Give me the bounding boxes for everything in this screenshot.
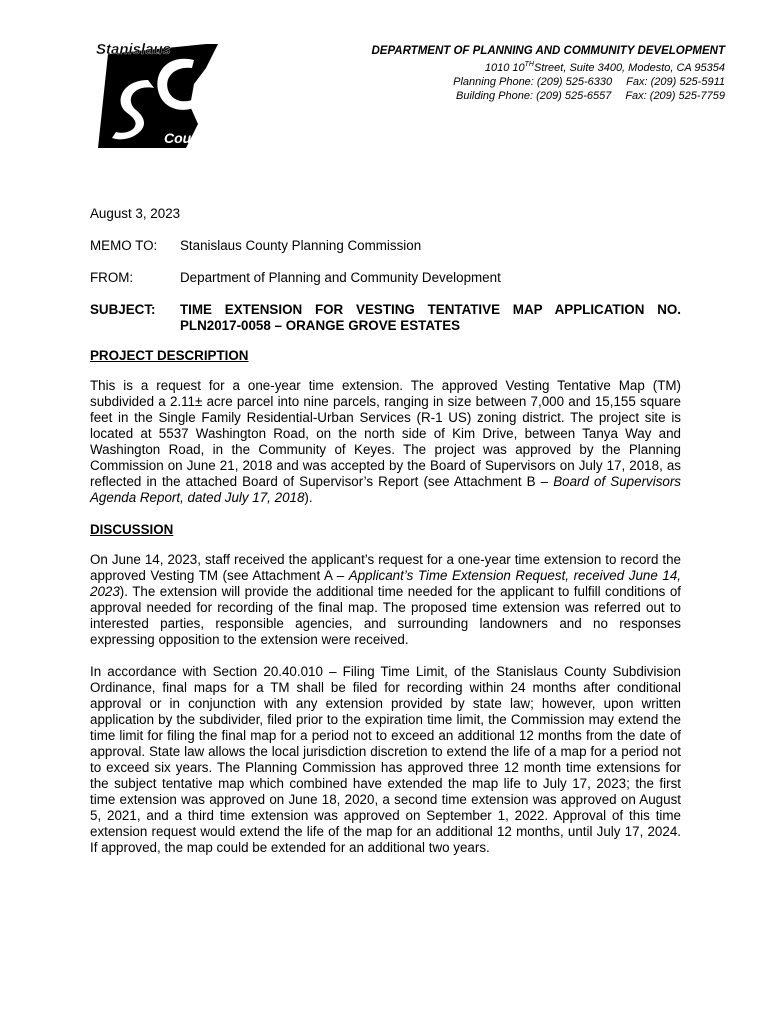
memo-body — [90, 206, 681, 872]
department-header — [371, 44, 725, 103]
planning-contact — [371, 75, 725, 89]
department-name: DEPARTMENT OF PLANNING AND COMMUNITY DEVELOPMENT — [371, 45, 725, 57]
memo-subject-label: SUBJECT: — [90, 302, 156, 317]
logo-bottom-word: County — [164, 130, 213, 146]
department-address — [371, 58, 725, 75]
memo-date: August 3, 2023 — [90, 206, 181, 221]
discussion-p1-italic: Applicant’s Time Extension Request, received June 14, 2023 — [90, 568, 681, 599]
memo-subject-row — [90, 302, 681, 334]
logo-graphic — [94, 40, 222, 152]
project-description-heading: PROJECT DESCRIPTION — [90, 348, 249, 363]
memo-from-row — [90, 270, 681, 286]
discussion-heading: DISCUSSION — [90, 522, 174, 537]
planning-fax: Fax: (209) 525-5911 — [626, 75, 725, 88]
logo-top-word: Stanislaus — [96, 41, 172, 58]
building-fax: Fax: (209) 525-7759 — [625, 89, 725, 102]
memo-from-value: Department of Planning and Community Development — [180, 270, 501, 285]
project-description-text-1: This is a request for a one-year time extension. The approved Vesting Tentative Map (TM) subdivided a 2.11± acre parcel into nine parcels, ranging in size between 7,000 and 15,155 square feet in the Single Family Residential-Urban Services (R-1 US) zoning district. The project site is located at 5537 Washington Road, on the north side of Kim Drive, between Tanya Way and Washington Road, in the Community of Keyes. The project was approved by the Planning Commission on June 21, 2018 and was accepted by the Board of Supervisors on July 17, 2018, as reflected in the attached Board of Supervisor’s Report (see Attachment B – — [90, 378, 681, 489]
stanislaus-county-logo — [94, 40, 222, 152]
address-prefix: 1010 10 — [484, 61, 525, 74]
address-suffix: Street, Suite 3400, Modesto, CA 95354 — [534, 61, 725, 74]
memo-to-row — [90, 238, 681, 254]
memo-to-value: Stanislaus County Planning Commission — [180, 238, 422, 253]
project-description-paragraph — [90, 378, 681, 506]
discussion-paragraph-2: In accordance with Section 20.40.010 – Filing Time Limit, of the Stanislaus County Subdivision Ordinance, final maps for a TM shall be filed for recording within 24 months after conditional approval or in conjunction with any extension provided by state law; however, upon written application by the subdivider, filed prior to the expiration time limit, the Commission may extend the time limit for filing the final map for a period not to exceed an additional 12 months from the date of approval. State law allows the local jurisdiction discretion to extend the life of a map for a period not to exceed six years. The Planning Commission has approved three 12 month time extensions for the subject tentative map which combined have extended the map life to July 17, 2023; the first time extension was approved on June 18, 2020, a second time extension was approved on August 5, 2021, and a third time extension was approved on September 1, 2022. Approval of this time extension request would extend the life of the map for an additional 12 months, until July 17, 2024. If approved, the map could be extended for an additional two years. — [90, 664, 681, 855]
memo-to-label: MEMO TO: — [90, 238, 158, 253]
project-description-italic: Board of Supervisors Agenda Report, dated July 17, 2018 — [90, 474, 682, 505]
memo-from-label: FROM: — [90, 270, 134, 285]
discussion-paragraph-1 — [90, 552, 681, 648]
building-phone: Building Phone: (209) 525-6557 — [455, 89, 612, 102]
address-sup: TH — [524, 61, 534, 68]
planning-phone: Planning Phone: (209) 525-6330 — [453, 75, 613, 88]
memo-subject-value: TIME EXTENSION FOR VESTING TENTATIVE MAP APPLICATION NO. PLN2017-0058 – ORANGE GROVE ESTATES — [180, 302, 681, 333]
discussion-p1-text-2: ). The extension will provide the additional time needed for the applicant to fulfill conditions of approval needed for recording of the final map. The proposed time extension was referred out to interested parties, responsible agencies, and surrounding landowners and no responses expressing opposition to the extension were received. — [90, 584, 681, 647]
building-contact — [371, 89, 725, 103]
project-description-text-2: ). — [304, 490, 313, 505]
discussion-p1-text-1: On June 14, 2023, staff received the applicant’s request for a one-year time extension to record the approved Vesting TM (see Attachment A – — [90, 552, 681, 583]
